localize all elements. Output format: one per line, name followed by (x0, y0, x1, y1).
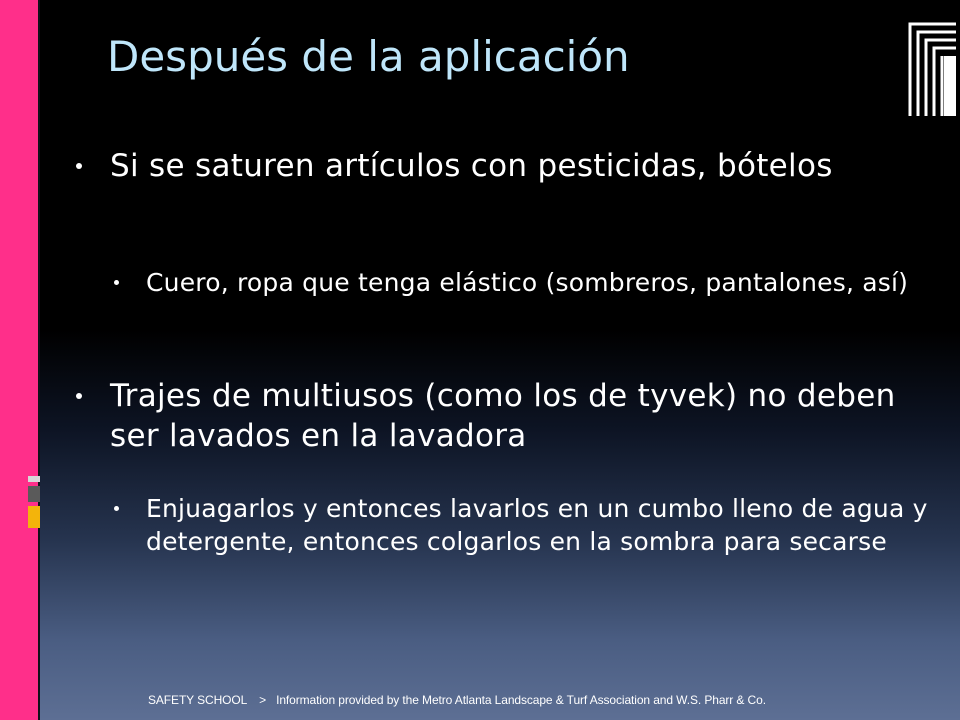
bullet-text: Enjuagarlos y entonces lavarlos en un cumbo lleno de agua y detergente, entonces colgarlos en la sombra para secarse (146, 494, 928, 556)
bullet-dot-icon (76, 393, 82, 399)
bullet-item-level1 (110, 376, 950, 456)
slide-footer (148, 693, 766, 707)
footer-left-text: SAFETY SCHOOL (148, 693, 248, 707)
bullet-text: Cuero, ropa que tenga elástico (sombreros, pantalones, así) (146, 268, 909, 297)
footer-separator: > (259, 693, 267, 707)
bullet-item-level2 (146, 266, 936, 299)
bullet-dot-icon (76, 163, 82, 169)
bullet-text: Si se saturen artículos con pesticidas, bótelos (110, 148, 833, 184)
bullet-dot-icon (114, 506, 119, 511)
footer-right-text: Information provided by the Metro Atlanta Landscape & Turf Association and W.S. Pharr & Co. (276, 693, 766, 707)
slide-title: Después de la aplicación (107, 32, 630, 81)
bullet-dot-icon (114, 280, 119, 285)
bullet-text: Trajes de multiusos (como los de tyvek) no deben ser lavados en la lavadora (110, 378, 896, 454)
bullet-item-level2 (146, 492, 936, 558)
bullet-item-level1 (110, 146, 910, 186)
